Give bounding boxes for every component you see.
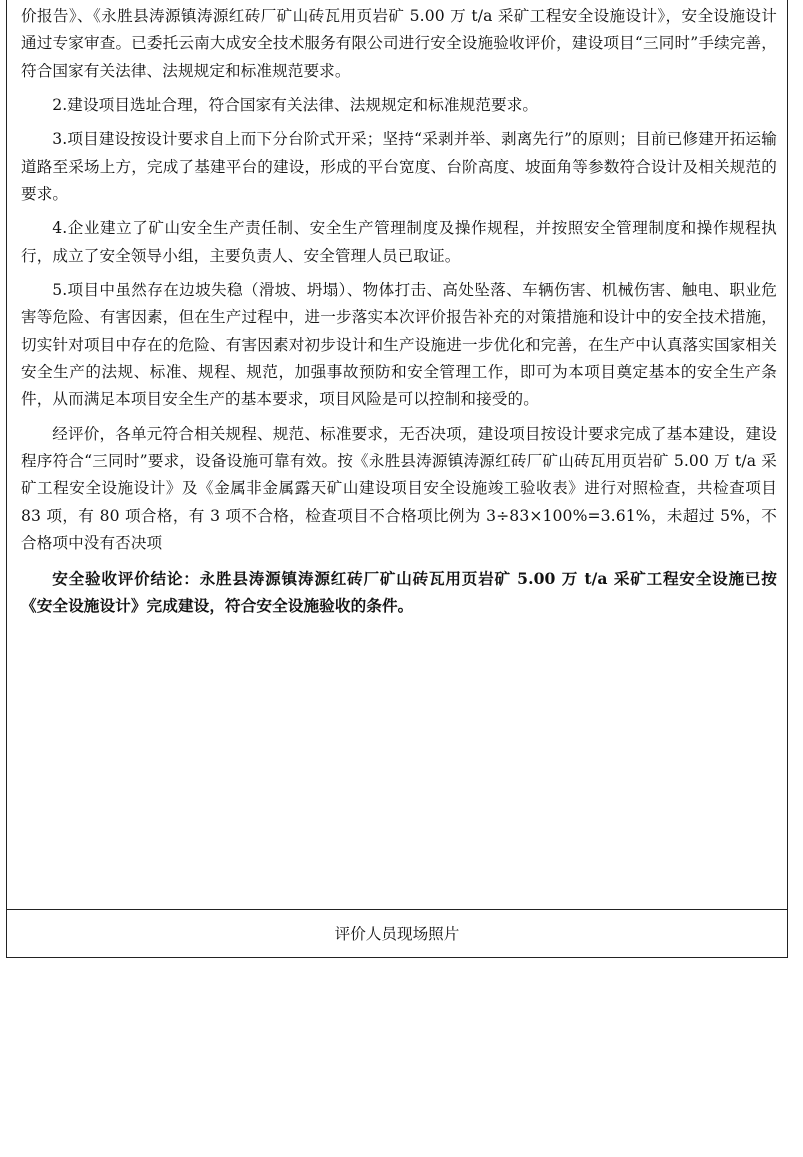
paragraph-construction: 3.项目建设按设计要求自上而下分台阶式开采；坚持“采剥并举、剥离先行”的原则；目前已修建开拓运输道路至采场上方，完成了基建平台的建设，形成的平台宽度、台阶高度、坡面角等参数符合设计及相关规范的要求。: [21, 130, 777, 204]
paragraph-evaluation: 经评价，各单元符合相关规程、规范、标准要求，无否决项，建设项目按设计要求完成了基本建设，建设程序符合“三同时”要求，设备设施可靠有效。按《永胜县涛源镇涛源红砖厂矿山砖瓦用页岩矿 5.00 万 t/a 采矿工程安全设施设计》及《金属非金属露天矿山建设项目安全设施竣工验收表》进行对照检查，共检查项目 83 项，有 80 项合格，有 3 项不合格，检查项目不合格项比例为 3÷83×100%=3.61%，未超过 5%，不合格项中没有否决项: [21, 424, 777, 553]
paragraph-hazards: 5.项目中虽然存在边坡失稳（滑坡、坍塌）、物体打击、高处坠落、车辆伤害、机械伤害、触电、职业危害等危险、有害因素，但在生产过程中，进一步落实本次评价报告补充的对策措施和设计中的安全技术措施，切实针对项目中存在的危险、有害因素对初步设计和生产设施进一步优化和完善，在生产中认真落实国家相关安全生产的法规、标准、规程、规范，加强事故预防和安全管理工作，即可为本项目奠定基本的安全生产条件，从而满足本项目安全生产的基本要求，项目风险是可以控制和接受的。: [21, 280, 777, 409]
conclusion-paragraph: 安全验收评价结论：永胜县涛源镇涛源红砖厂矿山砖瓦用页岩矿 5.00 万 t/a 采矿工程安全设施已按《安全设施设计》完成建设，符合安全设施验收的条件。: [21, 568, 777, 615]
photo-section-row: [7, 910, 787, 957]
table-frame: [6, 0, 788, 958]
paragraph-continuation: 价报告》、《永胜县涛源镇涛源红砖厂矿山砖瓦用页岩矿 5.00 万 t/a 采矿工程安全设施设计》，安全设施设计通过专家审查。已委托云南大成安全技术服务有限公司进行安全设施验收评价，建设项目“三同时”手续完善，符合国家有关法律、法规规定和标准规范要求。: [21, 7, 777, 80]
evaluation-text-cell: [7, 0, 787, 907]
paragraph-safety-management: 4.企业建立了矿山安全生产责任制、安全生产管理制度及操作规程，并按照安全管理制度和操作规程执行，成立了安全领导小组，主要负责人、安全管理人员已取证。: [21, 219, 777, 265]
paragraph-site-selection: 2.建设项目选址合理，符合国家有关法律、法规规定和标准规范要求。: [52, 96, 539, 115]
photo-section-label: 评价人员现场照片: [334, 925, 460, 943]
